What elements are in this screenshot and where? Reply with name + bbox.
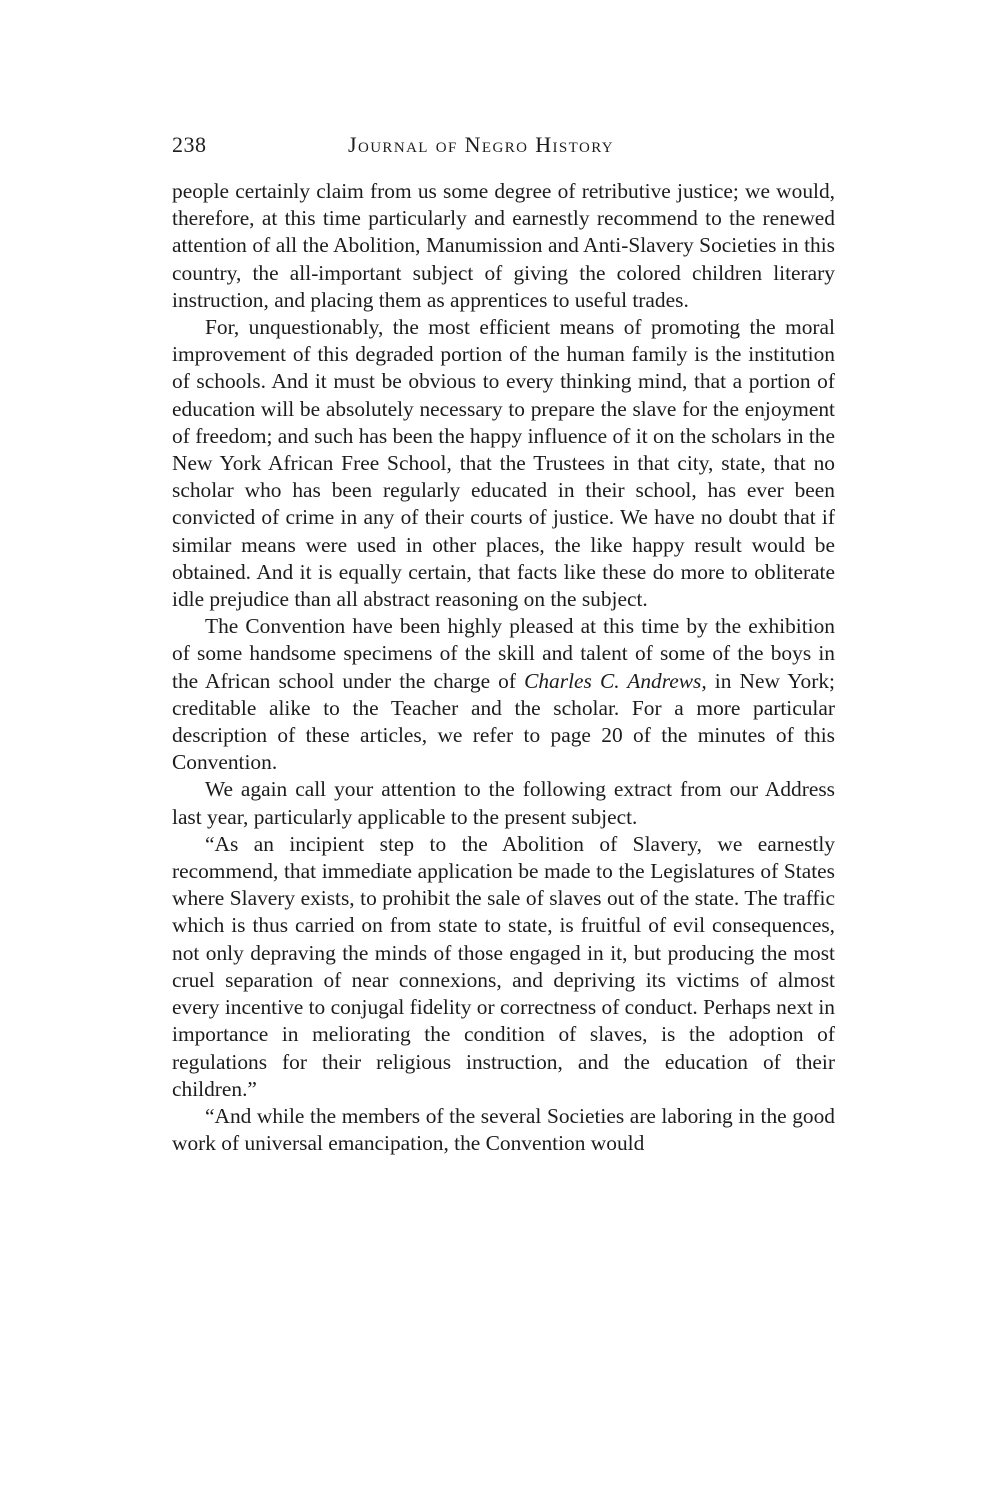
paragraph-quoted-extract: “As an incipient step to the Abolition of Slavery, we earnestly recommend, that immediate application be made to the Legislatures of States where Slavery exists, to prohibit the sale of slaves out of the state. The traffic which is thus carried on from state to state, is fruitful of evil consequences, not only depraving the minds of those engaged in it, but producing the most cruel separation of near connexions, and depriving its victims of almost every incentive to conjugal fidelity or correctness of conduct. Perhaps next in importance in meliorating the condition of slaves, is the adoption of regulations for their religious instruction, and the education of their children.” <box>172 831 835 1101</box>
paragraph-text-after-name: in New York; creditable alike to the Teacher and the scholar. For a more particular description of these articles, we refer to page 20 of the minutes of this Convention. <box>172 668 835 775</box>
page-number: 238 <box>172 132 207 157</box>
paragraph-final-quote: “And while the members of the several Societies are laboring in the good work of universal emancipation, the Convention would <box>172 1103 835 1156</box>
paragraph-continuation: people certainly claim from us some degree of retributive justice; we would, therefore, at this time particularly and earnestly recommend to the renewed attention of all the Abolition, Manumission and Anti-Slavery Societies in this country, the all-important subject of giving the colored children literary instruction, and placing them as apprentices to useful trades. <box>172 179 835 312</box>
running-head <box>172 128 835 168</box>
paragraph-schools: For, unquestionably, the most efficient means of promoting the moral improvement of this degraded portion of the human family is the institution of schools. And it must be obvious to every thinking mind, that a portion of education will be absolutely necessary to prepare the slave for the enjoyment of freedom; and such has been the happy influence of it on the scholars in the New York African Free School, that the Trustees in that city, state, that no scholar who has been regularly educated in their school, has ever been convicted of crime in any of their courts of justice. We have no doubt that if similar means were used in other places, the like happy result would be obtained. And it is equally certain, that facts like these do more to obliterate idle prejudice than all abstract reasoning on the subject. <box>172 315 835 612</box>
italic-person-name: Charles C. Andrews, <box>524 668 707 693</box>
paragraph-convention-exhibition <box>172 613 835 776</box>
journal-title: Journal of Negro History <box>348 132 615 157</box>
document-page <box>172 128 835 1157</box>
paragraph-text-before-name: The Convention have been highly pleased at this time by the exhibition of some handsome specimens of the skill and talent of some of the boys in the African school under the charge of <box>172 614 835 693</box>
paragraph-extract-intro: We again call your attention to the following extract from our Address last year, particularly applicable to the present subject. <box>172 777 835 829</box>
body-text <box>172 178 835 1157</box>
